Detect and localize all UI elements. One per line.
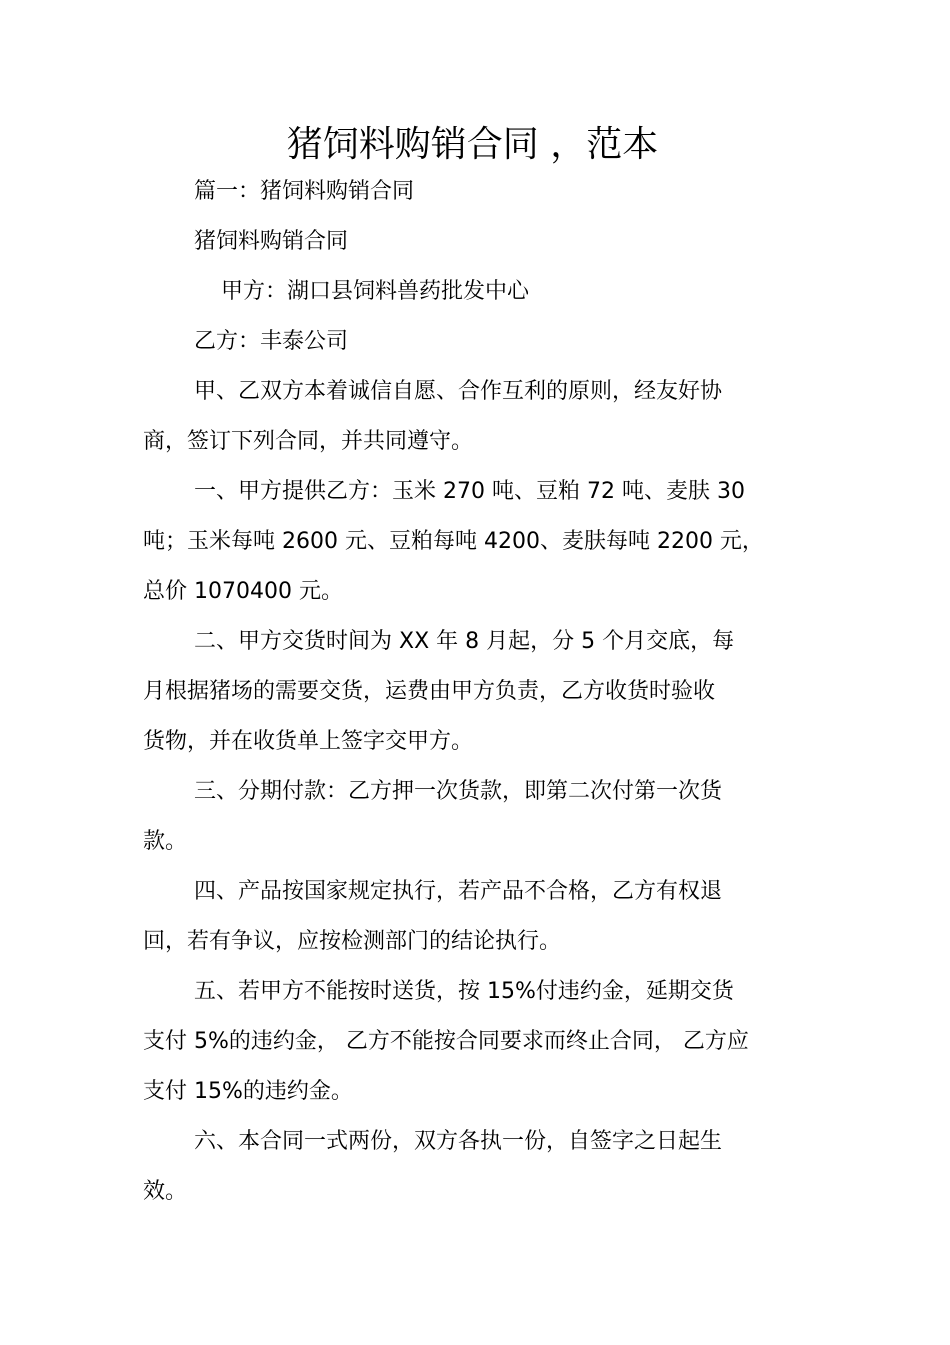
- clause-6-line: 六、本合同一式两份，双方各执一份，自签字之日起生: [194, 1129, 723, 1154]
- clause-5-line: 五、若甲方不能按时送货，按 15%付违约金，延期交货: [194, 979, 734, 1004]
- clause-2-line: 货物，并在收货单上签字交甲方。: [143, 729, 474, 754]
- clause-3-line: 三、分期付款：乙方押一次货款，即第二次付第一次货: [194, 779, 723, 804]
- paragraph-line: 甲、乙双方本着诚信自愿、合作互利的原则，经友好协: [194, 379, 723, 404]
- clause-5-line: 支付 5%的违约金， 乙方不能按合同要求而终止合同， 乙方应: [143, 1029, 749, 1054]
- clause-1-line: 一、甲方提供乙方：玉米 270 吨、豆粕 72 吨、麦肤 30: [194, 479, 745, 504]
- clause-2-line: 月根据猪场的需要交货，运费由甲方负责，乙方收货时验收: [143, 679, 716, 704]
- document-title: 猪饲料购销合同 ，范本: [286, 124, 659, 165]
- clause-1-line: 吨；玉米每吨 2600 元、豆粕每吨 4200、麦肤每吨 2200 元，: [143, 529, 764, 554]
- clause-2-line: 二、甲方交货时间为 XX 年 8 月起，分 5 个月交底，每: [194, 629, 735, 654]
- clause-1-line: 总价 1070400 元。: [143, 579, 343, 604]
- section-heading: 篇一：猪饲料购销合同: [194, 179, 415, 204]
- clause-6-line: 效。: [143, 1179, 188, 1204]
- clause-4-line: 四、产品按国家规定执行，若产品不合格，乙方有权退: [194, 879, 723, 904]
- contract-name: 猪饲料购销合同: [194, 229, 349, 254]
- clause-3-line: 款。: [143, 829, 188, 854]
- party-a: 甲方：湖口县饲料兽药批发中心: [221, 279, 530, 304]
- paragraph-line: 商，签订下列合同，并共同遵守。: [143, 429, 474, 454]
- clause-5-line: 支付 15%的违约金。: [143, 1079, 353, 1104]
- party-b: 乙方：丰泰公司: [194, 329, 349, 354]
- clause-4-line: 回，若有争议，应按检测部门的结论执行。: [143, 929, 562, 954]
